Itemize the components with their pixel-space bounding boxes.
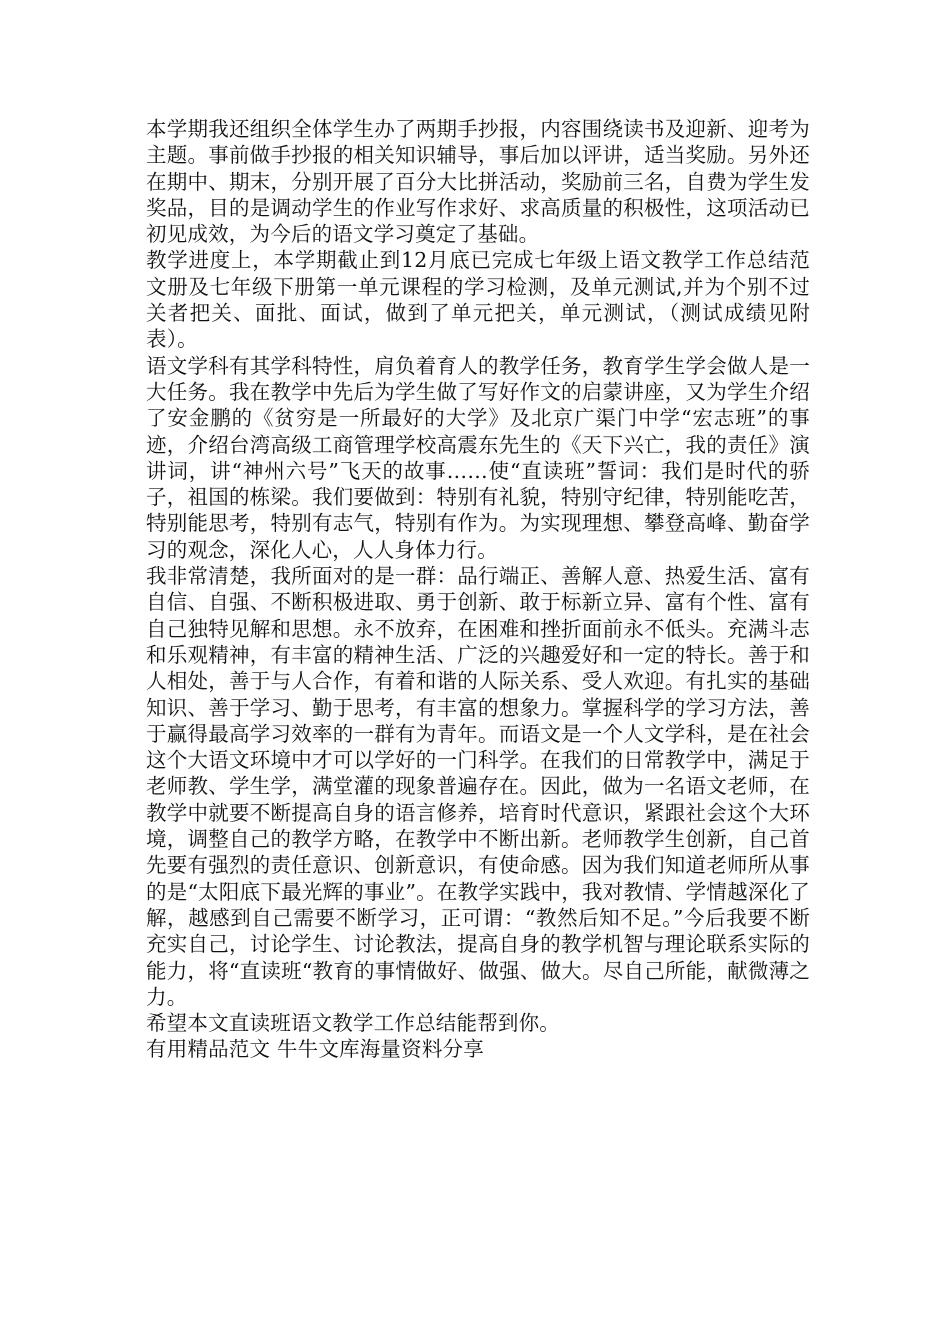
- paragraph-teaching-progress: 教学进度上，本学期截止到12月底已完成七年级上语文教学工作总结范文册及七年级下册第一单元课程的学习检测，及单元测试,并为个别不过关者把关、面批、面试，做到了单元把关，单元测试，（测试成绩见附表）。: [146, 248, 810, 352]
- footer-text: 有用精品范文 牛牛文库海量资料分享: [146, 1037, 484, 1062]
- paragraph-moral-education: 语文学科有其学科特性，肩负着育人的教学任务，教育学生学会做人是一大任务。我在教学中先后为学生做了写好作文的启蒙讲座，又为学生介绍了安金鹏的《贫穷是一所最好的大学》及北京广渠门中学“宏志班”的事迹，介绍台湾高级工商管理学校高震东先生的《天下兴亡，我的责任》演讲词，讲“神州六号”飞天的故事……使“直读班”誓词：我们是时代的骄子，祖国的栋梁。我们要做到：特别有礼貌，特别守纪律，特别能吃苦，特别能思考，特别有志气，特别有作为。为实现理想、攀登高峰、勤奋学习的观念，深化人心，人人身体力行。: [146, 353, 810, 562]
- paragraph-closing-wish: 希望本文直读班语文教学工作总结能帮到你。: [146, 1011, 560, 1036]
- document-page: [146, 116, 810, 1063]
- paragraph-newspaper-activity: 本学期我还组织全体学生办了两期手抄报，内容围绕读书及迎新、迎考为主题。事前做手抄报的相关知识辅导，事后加以评讲，适当奖励。另外还在期中、期末，分别开展了百分大比拼活动，奖励前三名，自费为学生发奖品，目的是调动学生的作业写作求好、求高质量的积极性，这项活动已初见成效，为今后的语文学习奠定了基础。: [146, 117, 810, 247]
- paragraph-student-qualities: 我非常清楚，我所面对的是一群：品行端正、善解人意、热爱生活、富有自信、自强、不断积极进取、勇于创新、敢于标新立异、富有个性、富有自己独特见解和思想。永不放弃，在困难和挫折面前永不低头。充满斗志和乐观精神，有丰富的精神生活、广泛的兴趣爱好和一定的特长。善于和人相处，善于与人合作，有着和谐的人际关系、受人欢迎。有扎实的基础知识、善于学习、勤于思考，有丰富的想象力。掌握科学的学习方法，善于赢得最高学习效率的一群有为青年。而语文是一个人文学科，是在社会这个大语文环境中才可以学好的一门科学。在我们的日常教学中，满足于老师教、学生学，满堂灌的现象普遍存在。因此，做为一名语文老师，在教学中就要不断提高自身的语言修养，培育时代意识，紧跟社会这个大环境，调整自己的教学方略，在教学中不断出新。老师教学生创新，自己首先要有强烈的责任意识、创新意识，有使命感。因为我们知道老师所从事的是“太阳底下最光辉的事业”。在教学实践中，我对教情、学情越深化了解，越感到自己需要不断学习，正可谓：“教然后知不足。”今后我要不断充实自己，讨论学生、讨论教法，提高自身的教学机智与理论联系实际的能力，将“直读班“教育的事情做好、做强、做大。尽自己所能，献微薄之力。: [146, 564, 810, 1009]
